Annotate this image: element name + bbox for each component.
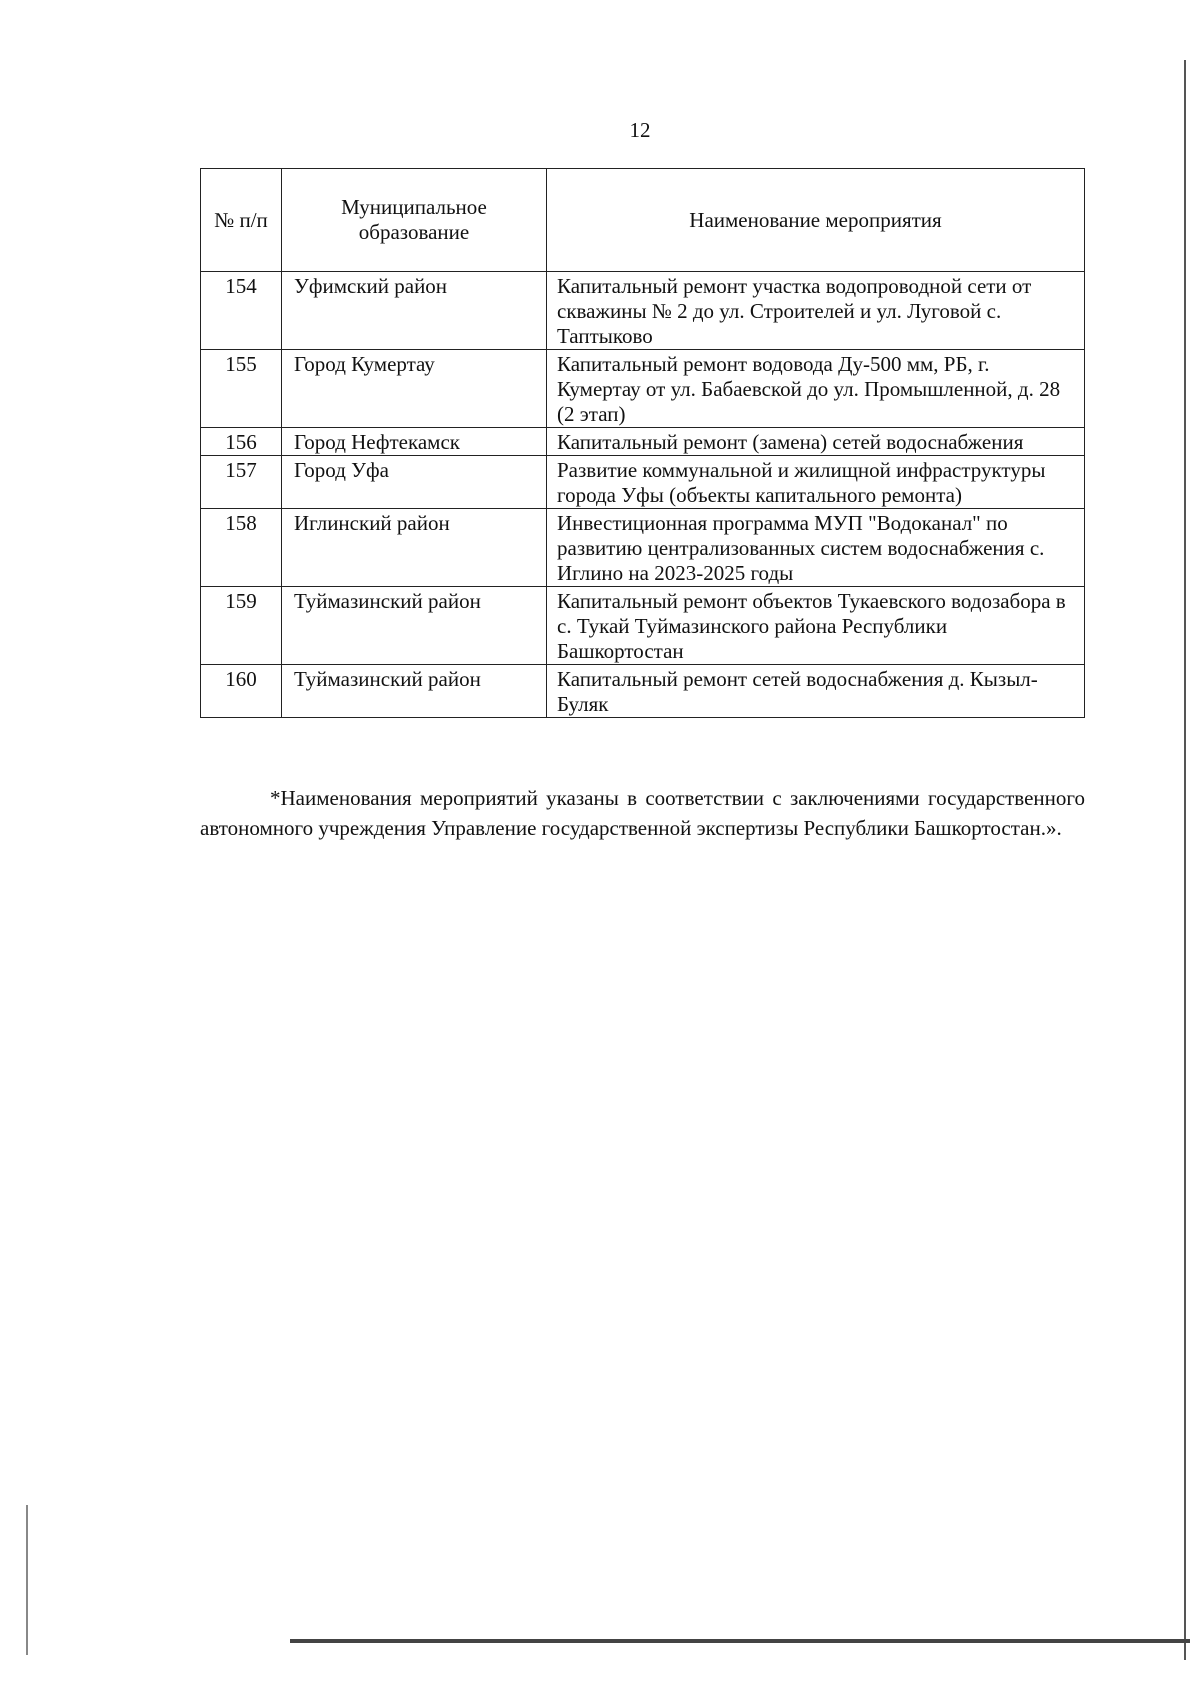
row-municipality: Город Кумертау bbox=[282, 350, 547, 428]
header-measure: Наименование мероприятия bbox=[547, 169, 1085, 272]
row-municipality: Туймазинский район bbox=[282, 587, 547, 665]
row-number: 156 bbox=[201, 428, 282, 456]
row-measure: Капитальный ремонт (замена) сетей водоснабжения bbox=[547, 428, 1085, 456]
table-row bbox=[201, 587, 1085, 665]
row-number: 154 bbox=[201, 272, 282, 350]
row-measure: Капитальный ремонт водовода Ду-500 мм, РБ, г. Кумертау от ул. Бабаевской до ул. Промышленной, д. 28 (2 этап) bbox=[547, 350, 1085, 428]
row-municipality: Иглинский район bbox=[282, 509, 547, 587]
table-row bbox=[201, 272, 1085, 350]
footnote: *Наименования мероприятий указаны в соответствии с заключениями государственного автономного учреждения Управление государственной экспертизы Республики Башкортостан.». bbox=[200, 786, 1085, 840]
row-measure: Капитальный ремонт сетей водоснабжения д. Кызыл-Буляк bbox=[547, 665, 1085, 718]
scan-edge-bottom bbox=[290, 1639, 1190, 1643]
table-row bbox=[201, 350, 1085, 428]
page-number: 12 bbox=[629, 118, 651, 142]
measures-table bbox=[200, 168, 1085, 718]
table-row bbox=[201, 665, 1085, 718]
row-municipality: Город Нефтекамск bbox=[282, 428, 547, 456]
table-row bbox=[201, 428, 1085, 456]
row-municipality: Туймазинский район bbox=[282, 665, 547, 718]
row-municipality: Уфимский район bbox=[282, 272, 547, 350]
row-municipality: Город Уфа bbox=[282, 456, 547, 509]
scan-edge-right bbox=[1184, 60, 1186, 1660]
row-measure: Инвестиционная программа МУП "Водоканал" по развитию централизованных систем водоснабжения с. Иглино на 2023-2025 годы bbox=[547, 509, 1085, 587]
row-number: 155 bbox=[201, 350, 282, 428]
table-row bbox=[201, 509, 1085, 587]
row-number: 160 bbox=[201, 665, 282, 718]
scan-edge-left bbox=[26, 1505, 28, 1655]
header-municipality: Муниципальное образование bbox=[282, 169, 547, 272]
row-measure: Капитальный ремонт участка водопроводной сети от скважины № 2 до ул. Строителей и ул. Луговой с. Таптыково bbox=[547, 272, 1085, 350]
row-number: 157 bbox=[201, 456, 282, 509]
row-number: 159 bbox=[201, 587, 282, 665]
row-measure: Развитие коммунальной и жилищной инфраструктуры города Уфы (объекты капитального ремонта) bbox=[547, 456, 1085, 509]
header-number: № п/п bbox=[201, 169, 282, 272]
row-number: 158 bbox=[201, 509, 282, 587]
table-row bbox=[201, 456, 1085, 509]
table-header-row bbox=[201, 169, 1085, 272]
row-measure: Капитальный ремонт объектов Тукаевского водозабора в с. Тукай Туймазинского района Республики Башкортостан bbox=[547, 587, 1085, 665]
